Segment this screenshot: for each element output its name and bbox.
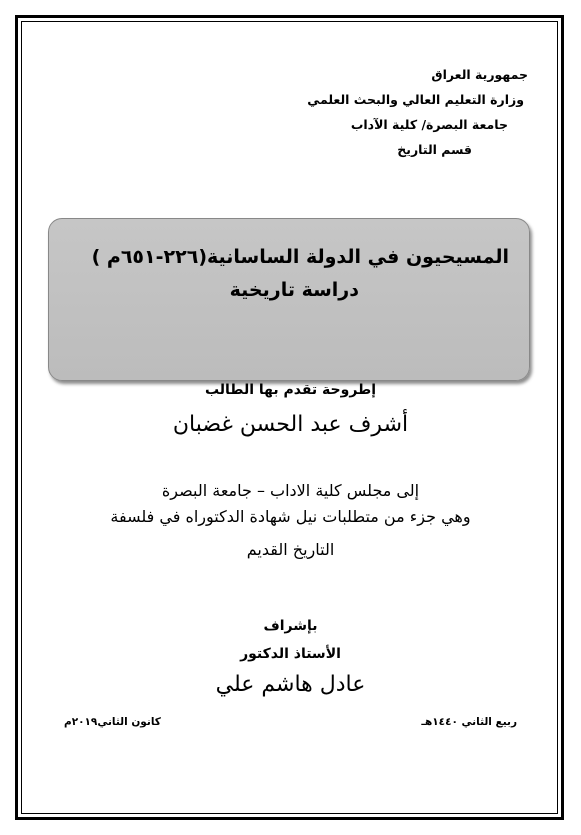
requirement-line: وهي جزء من متطلبات نيل شهادة الدكتوراه في فلسفة bbox=[110, 507, 471, 526]
gregorian-date: كانون الثاني٢٠١٩م bbox=[64, 716, 161, 728]
field-line: التاريخ القديم bbox=[246, 540, 335, 559]
council-line: إلى مجلس كلية الاداب – جامعة البصرة bbox=[161, 481, 420, 500]
student-name: أشرف عبد الحسن غضبان bbox=[172, 412, 409, 437]
title-box bbox=[48, 218, 530, 381]
thesis-title bbox=[69, 241, 509, 307]
department-line: قسم التاريخ bbox=[397, 142, 472, 157]
supervision-label: بإشراف bbox=[263, 618, 318, 634]
ministry-line: وزارة التعليم العالي والبحث العلمي bbox=[307, 92, 524, 107]
university-college-line: جامعة البصرة/ كلية الآداب bbox=[350, 117, 508, 132]
hijri-date: ربيع الثاني ١٤٤٠هـ bbox=[421, 716, 517, 728]
supervisor-name: عادل هاشم علي bbox=[215, 672, 366, 697]
country-line: جمهورية العراق bbox=[431, 67, 528, 82]
institution-header bbox=[228, 62, 528, 162]
supervisor-rank: الأستاذ الدكتور bbox=[240, 646, 341, 662]
title-line-1: المسيحيون في الدولة الساسانية(٢٢٦-٦٥١م ) bbox=[91, 246, 509, 268]
title-line-2: دراسة تاريخية bbox=[229, 279, 359, 301]
submitted-by-line: إطروحة تقدم بها الطالب bbox=[204, 382, 377, 398]
